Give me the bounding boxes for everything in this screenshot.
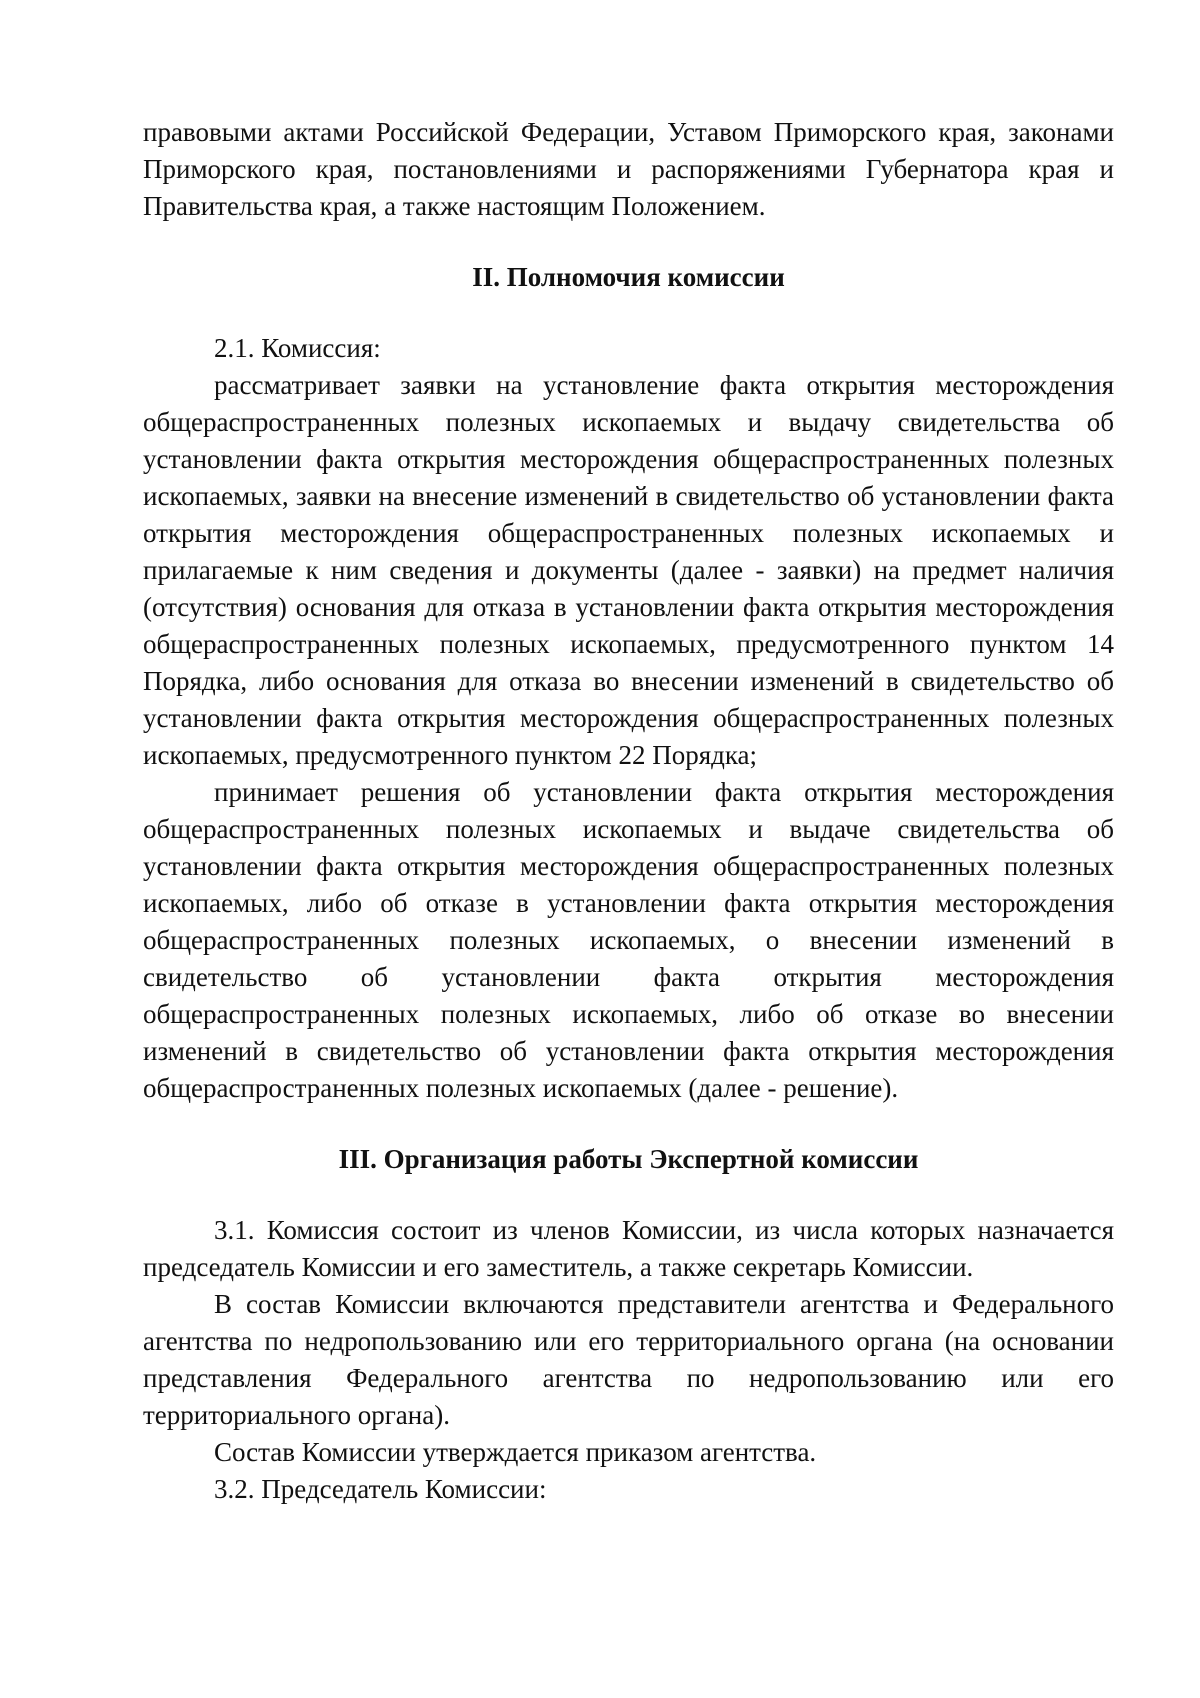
spacer (143, 1178, 1114, 1212)
intro-paragraph: правовыми актами Российской Федерации, Уставом Приморского края, законами Приморского края, постановлениями и распоряжениями Губернатора края и Правительства края, а также настоящим Положением. (143, 117, 1114, 221)
section-3-paragraph-4: 3.2. Председатель Комиссии: (214, 1474, 547, 1504)
section-2-paragraph-2: рассматривает заявки на установление факта открытия месторождения общераспространенных полезных ископаемых и выдачу свидетельства об установлении факта открытия месторождения общераспространенных полезных ископаемых, заявки на внесение изменений в свидетельство об установлении факта открытия месторождения общераспространенных полезных ископаемых и прилагаемые к ним сведения и документы (далее - заявки) на предмет наличия (отсутствия) основания для отказа в установлении факта открытия месторождения общераспространенных полезных ископаемых, предусмотренного пунктом 14 Порядка, либо основания для отказа во внесении изменений в свидетельство об установлении факта открытия месторождения общераспространенных полезных ископаемых, предусмотренного пунктом 22 Порядка; (143, 370, 1114, 770)
section-3-paragraph-1: 3.1. Комиссия состоит из членов Комиссии, из числа которых назначается председатель Комиссии и его заместитель, а также секретарь Комиссии. (143, 1215, 1114, 1282)
section-3-paragraph-3: Состав Комиссии утверждается приказом агентства. (214, 1437, 817, 1467)
section-2-paragraph-1: 2.1. Комиссия: (214, 333, 381, 363)
section-2-paragraph-3: принимает решения об установлении факта открытия месторождения общераспространенных полезных ископаемых и выдаче свидетельства об установлении факта открытия месторождения общераспространенных полезных ископаемых, либо об отказе в установлении факта открытия месторождения общераспространенных полезных ископаемых, о внесении изменений в свидетельство об установлении факта открытия месторождения общераспространенных полезных ископаемых, либо об отказе во внесении изменений в свидетельство об установлении факта открытия месторождения общераспространенных полезных ископаемых (далее - решение). (143, 777, 1114, 1103)
spacer (143, 225, 1114, 259)
section-3-paragraph-2: В состав Комиссии включаются представители агентства и Федерального агентства по недропользованию или его территориального органа (на основании представления Федерального агентства по недропользованию или его территориального органа). (143, 1289, 1114, 1430)
section-2-heading: II. Полномочия комиссии (472, 262, 785, 292)
spacer (143, 1107, 1114, 1141)
spacer (143, 296, 1114, 330)
document-page (143, 114, 1114, 1508)
section-3-heading: III. Организация работы Экспертной комиссии (338, 1144, 919, 1174)
